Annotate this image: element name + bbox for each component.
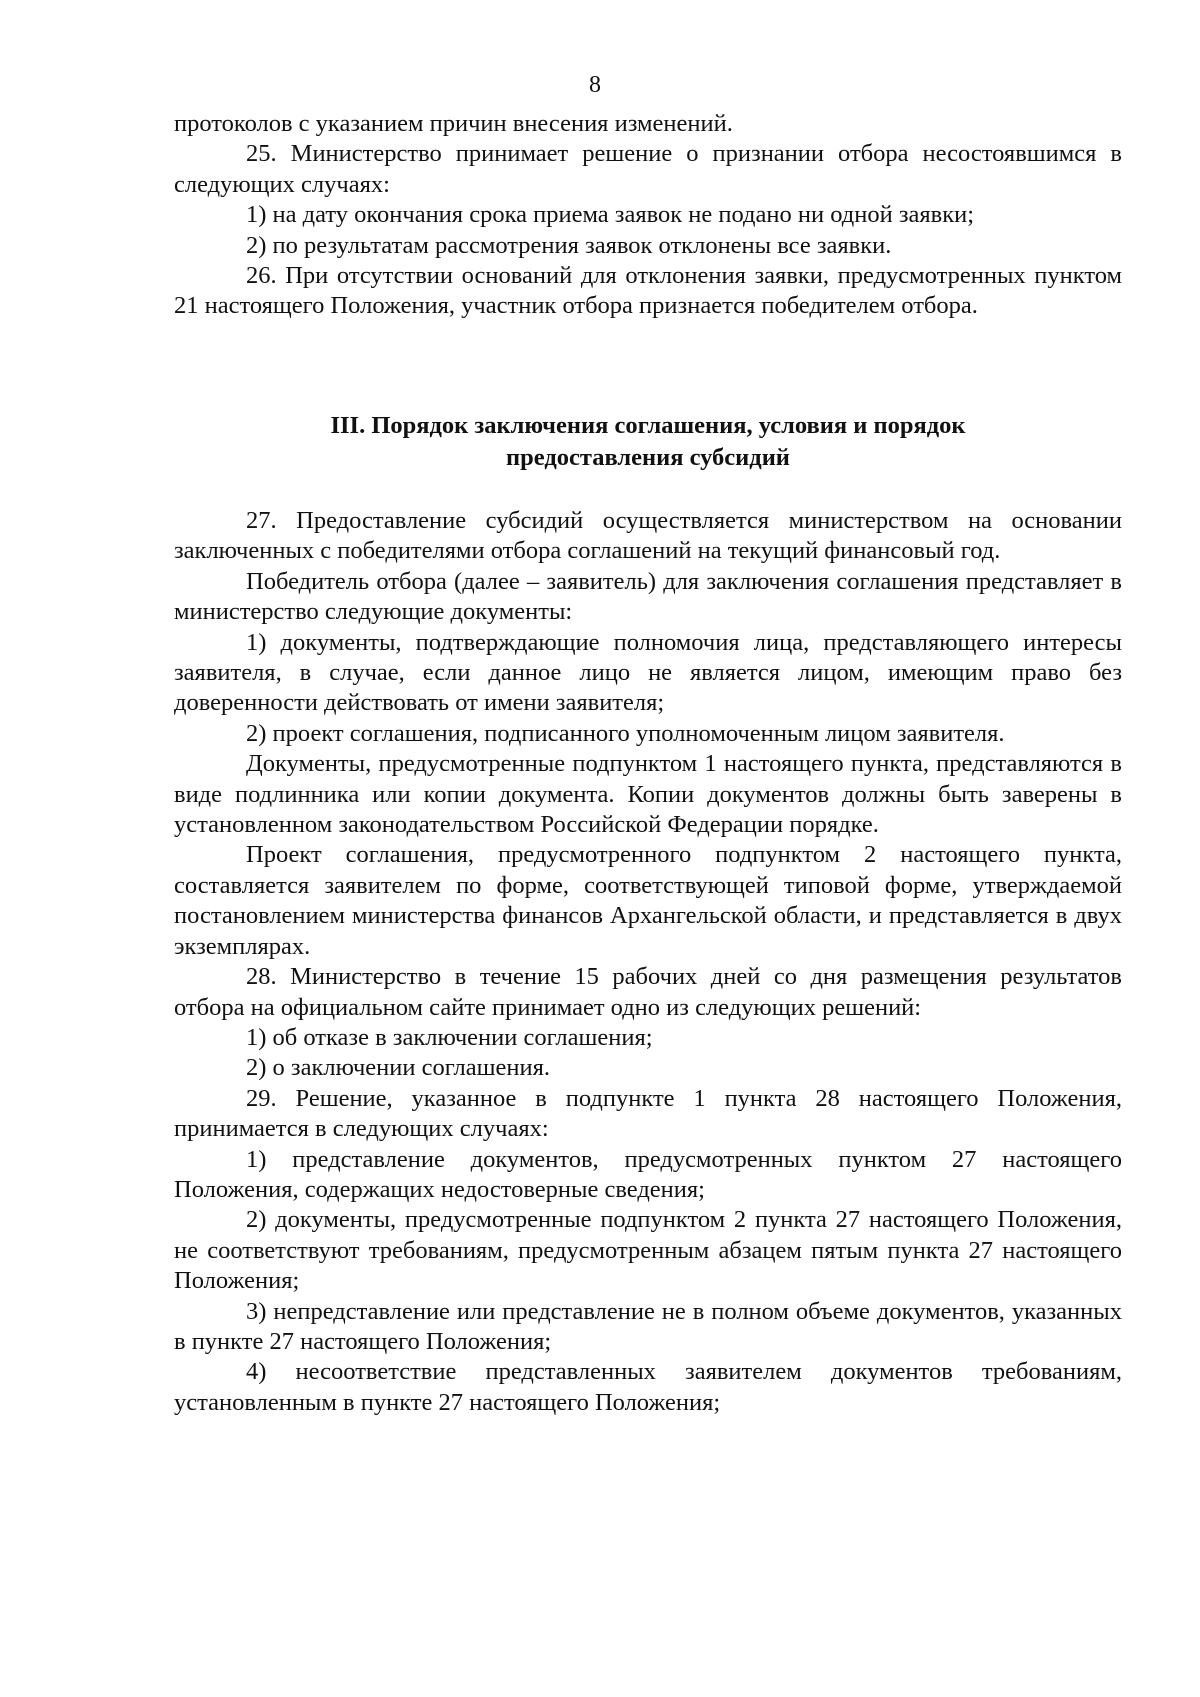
paragraph: 26. При отсутствии оснований для отклонения заявки, предусмотренных пунктом 21 настоящего Положения, участник отбора признается победителем отбора.	[174, 262, 1122, 320]
paragraph: 29. Решение, указанное в подпункте 1 пункта 28 настоящего Положения, принимается в следующих случаях:	[174, 1084, 1122, 1143]
paragraph: 1) представление документов, предусмотренных пунктом 27 настоящего Положения, содержащих недостоверные сведения;	[174, 1145, 1122, 1203]
text-block-before-heading	[174, 109, 1122, 322]
paragraph: Проект соглашения, предусмотренного подпунктом 2 настоящего пункта, составляется заявителем по форме, соответствующей типовой форме, утверждаемой постановлением министерства финансов Архангельской области, и представляется в двух экземплярах.	[174, 841, 1122, 960]
paragraph: 2) о заключении соглашения.	[246, 1054, 551, 1082]
section-heading	[174, 410, 1122, 474]
paragraph: Победитель отбора (далее – заявитель) для заключения соглашения представляет в министерство следующие документы:	[174, 567, 1122, 626]
paragraph: 25. Министерство принимает решение о признании отбора несостоявшимся в следующих случаях:	[174, 140, 1122, 198]
paragraph: протоколов с указанием причин внесения изменений.	[174, 110, 733, 137]
paragraph: Документы, предусмотренные подпунктом 1 настоящего пункта, представляются в виде подлинника или копии документа. Копии документов должны быть заверены в установленном законодательством Российской Федерации порядке.	[174, 750, 1122, 839]
paragraph: 27. Предоставление субсидий осуществляется министерством на основании заключенных с победителями отбора соглашений на текущий финансовый год.	[174, 507, 1122, 565]
paragraph: 1) документы, подтверждающие полномочия лица, представляющего интересы заявителя, в случае, если данное лицо не является лицом, имеющим право без доверенности действовать от имени заявителя;	[174, 628, 1122, 717]
section-heading-line: предоставления субсидий	[506, 444, 790, 471]
paragraph: 1) на дату окончания срока приема заявок не подано ни одной заявки;	[246, 201, 975, 229]
page-number: 8	[589, 72, 601, 98]
paragraph: 1) об отказе в заключении соглашения;	[246, 1023, 653, 1051]
section-heading-line: III. Порядок заключения соглашения, условия и порядок	[330, 412, 966, 439]
text-block-after-heading	[174, 506, 1122, 1418]
paragraph: 4) несоответствие представленных заявителем документов требованиям, установленным в пункте 27 настоящего Положения;	[174, 1358, 1122, 1416]
paragraph: 2) по результатам рассмотрения заявок отклонены все заявки.	[246, 231, 892, 259]
paragraph: 28. Министерство в течение 15 рабочих дней со дня размещения результатов отбора на официальном сайте принимает одно из следующих решений:	[174, 963, 1122, 1021]
paragraph: 3) непредставление или представление не в полном объеме документов, указанных в пункте 27 настоящего Положения;	[174, 1297, 1122, 1355]
paragraph: 2) проект соглашения, подписанного уполномоченным лицом заявителя.	[246, 719, 1005, 747]
paragraph: 2) документы, предусмотренные подпунктом 2 пункта 27 настоящего Положения, не соответствуют требованиям, предусмотренным абзацем пятым пункта 27 настоящего Положения;	[174, 1206, 1122, 1295]
